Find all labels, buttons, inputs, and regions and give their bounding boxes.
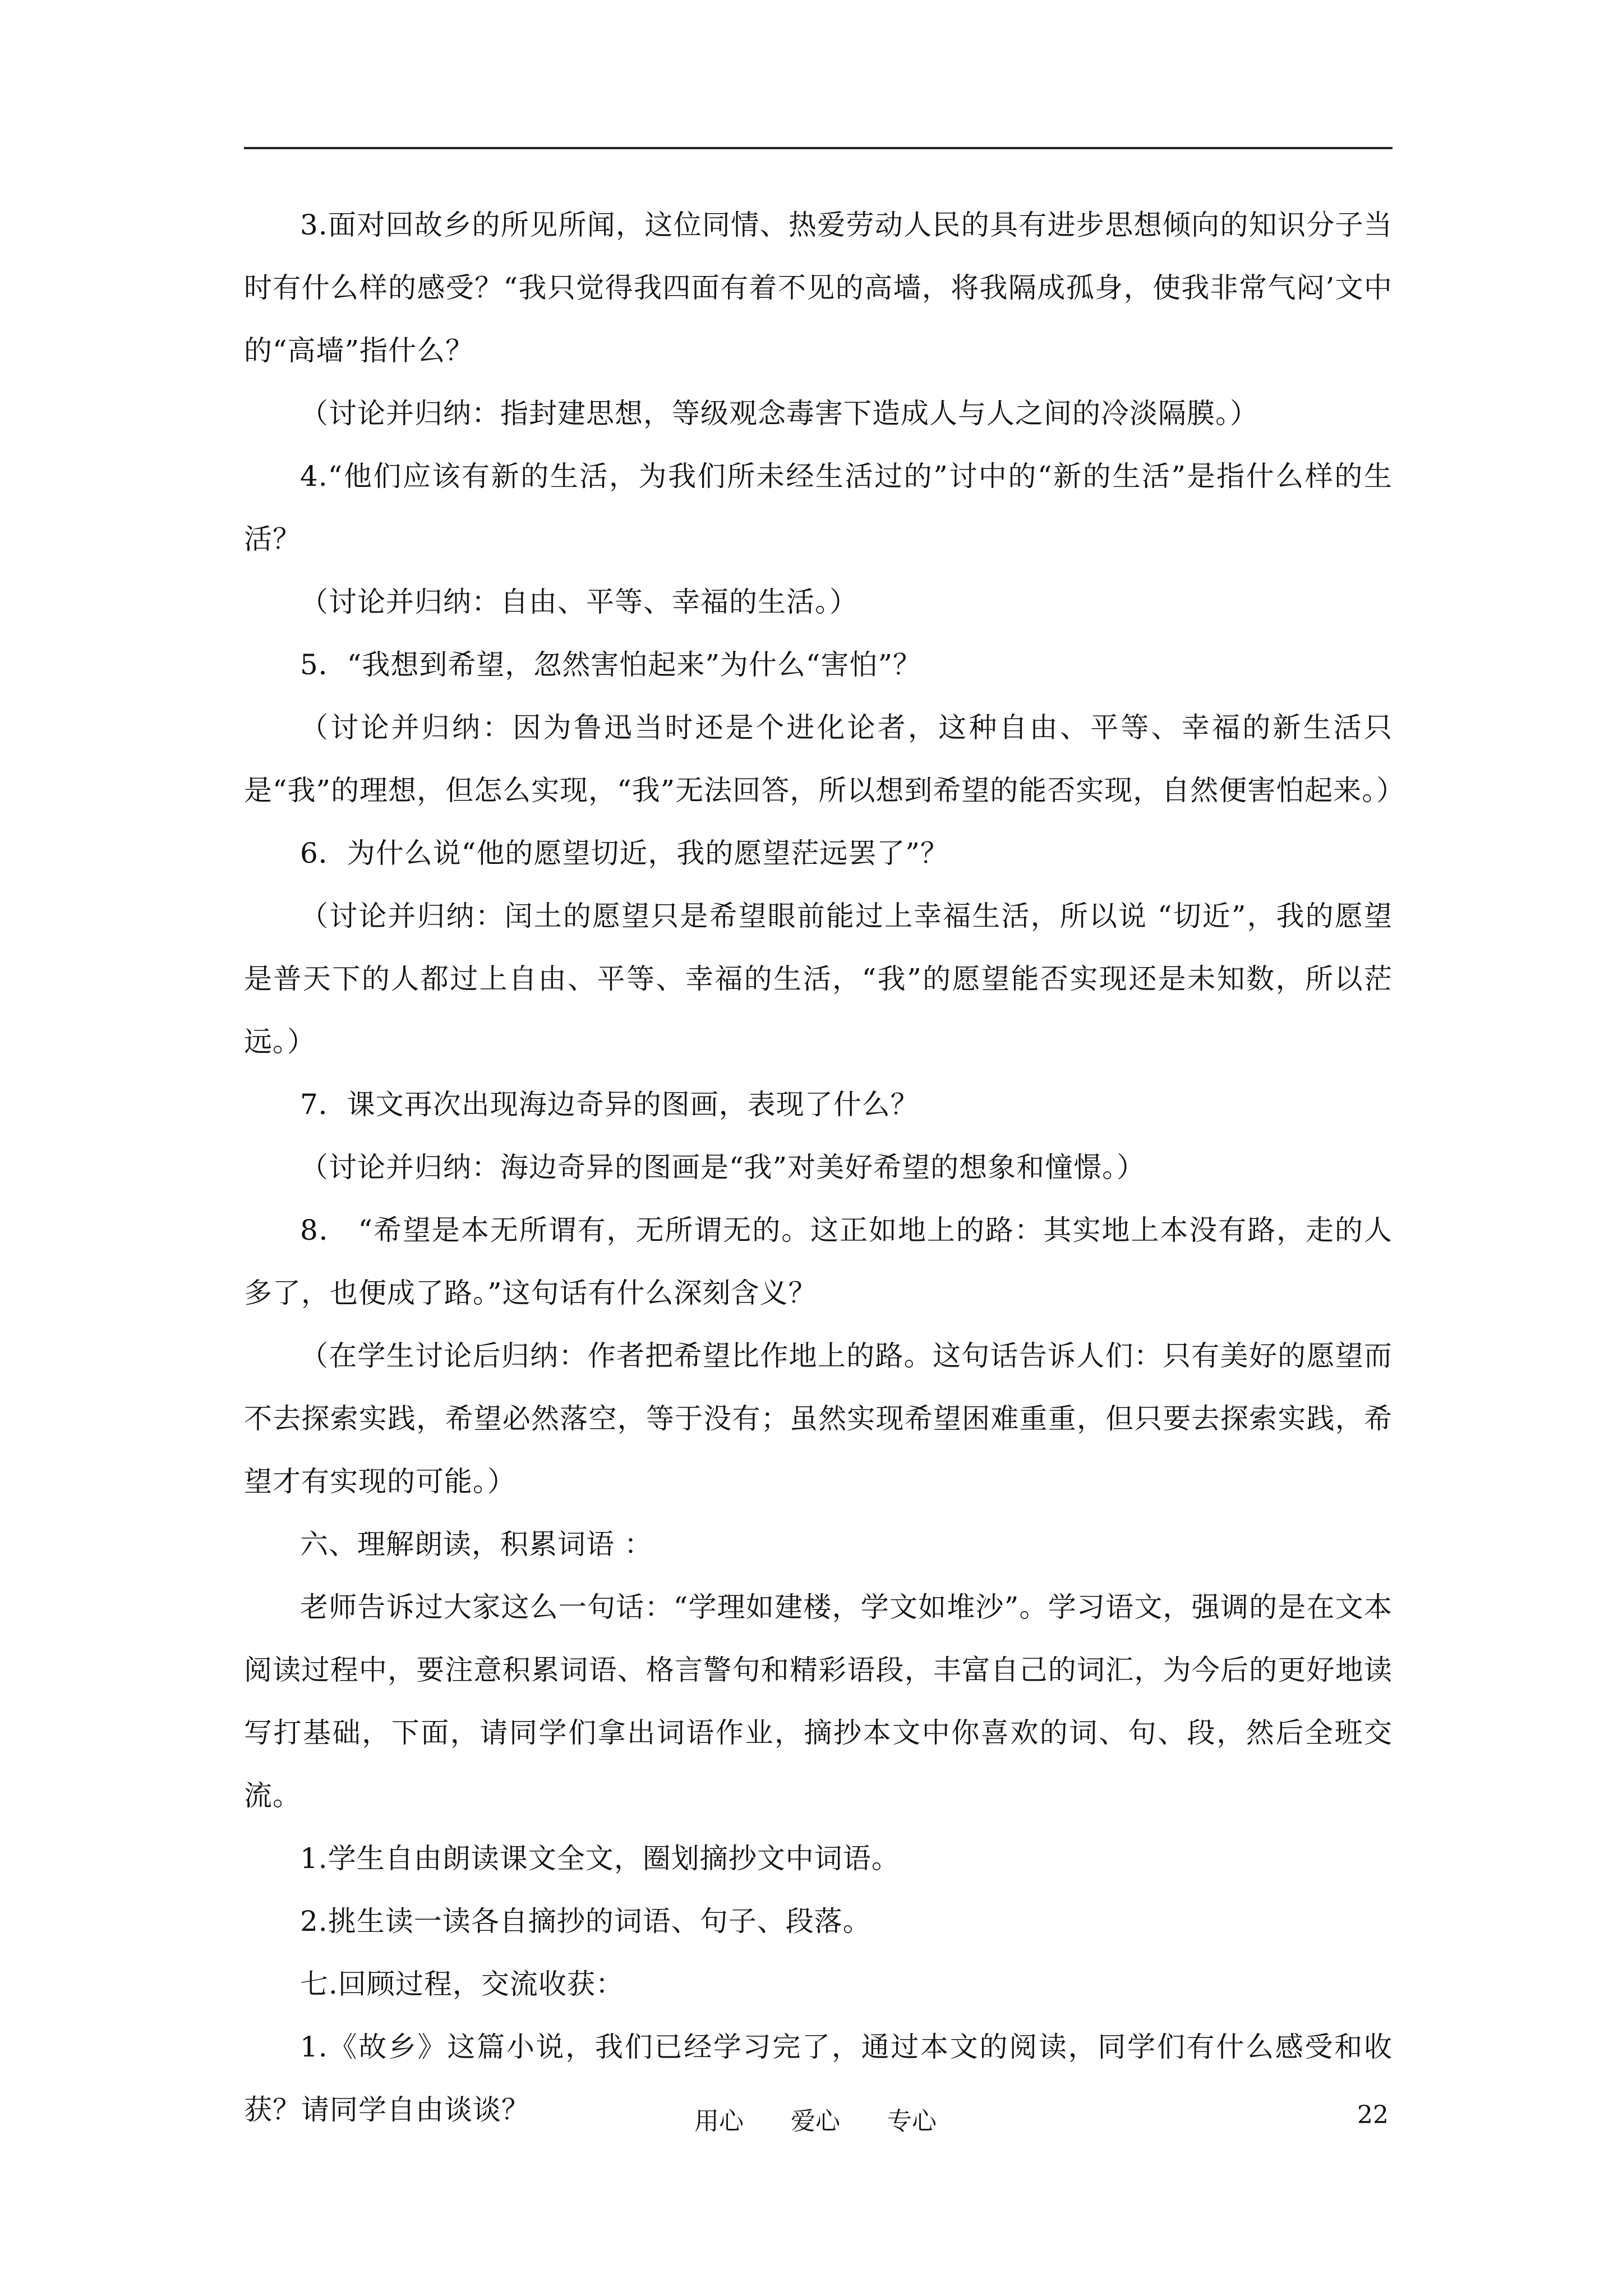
paragraph-question-6: 6．为什么说“他的愿望切近，我的愿望茫远罢了”？ (300, 837, 949, 869)
paragraph-answer-6: （讨论并归纳：闰土的愿望只是希望眼前能过上幸福生活，所以说 “切近”，我的愿望是普天下的人都过上自由、平等、幸福的生活，“我”的愿望能否实现还是未知数，所以茫远。） (244, 900, 1393, 1058)
paragraph-answer-7: （讨论并归纳：海边奇异的图画是“我”对美好希望的想象和憧憬。） (300, 1151, 1146, 1184)
paragraph-question-3: 3.面对回故乡的所见所闻，这位同情、热爱劳动人民的具有进步思想倾向的知识分子当时有什么样的感受？“我只觉得我四面有着不见的高墙，将我隔成孤身，使我非常气闷’文中的“高墙”指什么？ (244, 209, 1393, 367)
paragraph-answer-8: （在学生讨论后归纳：作者把希望比作地上的路。这句话告诉人们：只有美好的愿望而不去探索实践，希望必然落空，等于没有；虽然实现希望困难重重，但只要去探索实践，希望才有实现的可能。） (244, 1340, 1393, 1498)
section-heading-6: 六、理解朗读，积累词语 ： (300, 1528, 653, 1561)
page-number: 22 (1357, 2101, 1389, 2129)
page-footer: 用心 爱心 专心 (694, 2107, 937, 2136)
paragraph-answer-5: （讨论并归纳：因为鲁迅当时还是个进化论者，这种自由、平等、幸福的新生活只是“我”的理想，但怎么实现，“我”无法回答，所以想到希望的能否实现，自然便害怕起来。） (244, 711, 1405, 807)
paragraph-answer-4: （讨论并归纳：自由、平等、幸福的生活。） (300, 586, 858, 618)
paragraph-teacher-instruction: 老师告诉过大家这么一句话：“学理如建楼，学文如堆沙”。学习语文，强调的是在文本阅读过程中，要注意积累词语、格言警句和精彩语段，丰富自己的词汇，为今后的更好地读写打基础，下面，请同学们拿出词语作业，摘抄本文中你喜欢的词、句、段，然后全班交流。 (244, 1591, 1393, 1812)
list-item-review-1: 1.《故乡》这篇小说，我们已经学习完了，通过本文的阅读，同学们有什么感受和收获？请同学自由谈谈？ (244, 2031, 1393, 2126)
document-body (244, 194, 1405, 2141)
paragraph-question-7: 7．课文再次出现海边奇异的图画，表现了什么？ (300, 1088, 919, 1121)
paragraph-question-4: 4.“他们应该有新的生活，为我们所未经生活过的”讨中的“新的生活”是指什么样的生活？ (244, 460, 1393, 555)
paragraph-answer-3: （讨论并归纳：指封建思想，等级观念毒害下造成人与人之间的冷淡隔膜。） (300, 397, 1258, 430)
paragraph-question-8: 8． “希望是本无所谓有，无所谓无的。这正如地上的路：其实地上本没有路，走的人多了，也便成了路。”这句话有什么深刻含义？ (244, 1214, 1393, 1309)
paragraph-question-5: 5．“我想到希望，忽然害怕起来”为什么“害怕”？ (300, 648, 922, 681)
header-rule (244, 147, 1393, 149)
list-item-2: 2.挑生读一读各自摘抄的词语、句子、段落。 (300, 1905, 872, 1938)
list-item-1: 1.学生自由朗读课文全文，圈划摘抄文中词语。 (300, 1842, 900, 1875)
section-heading-7: 七.回顾过程，交流收获： (300, 1968, 624, 2000)
